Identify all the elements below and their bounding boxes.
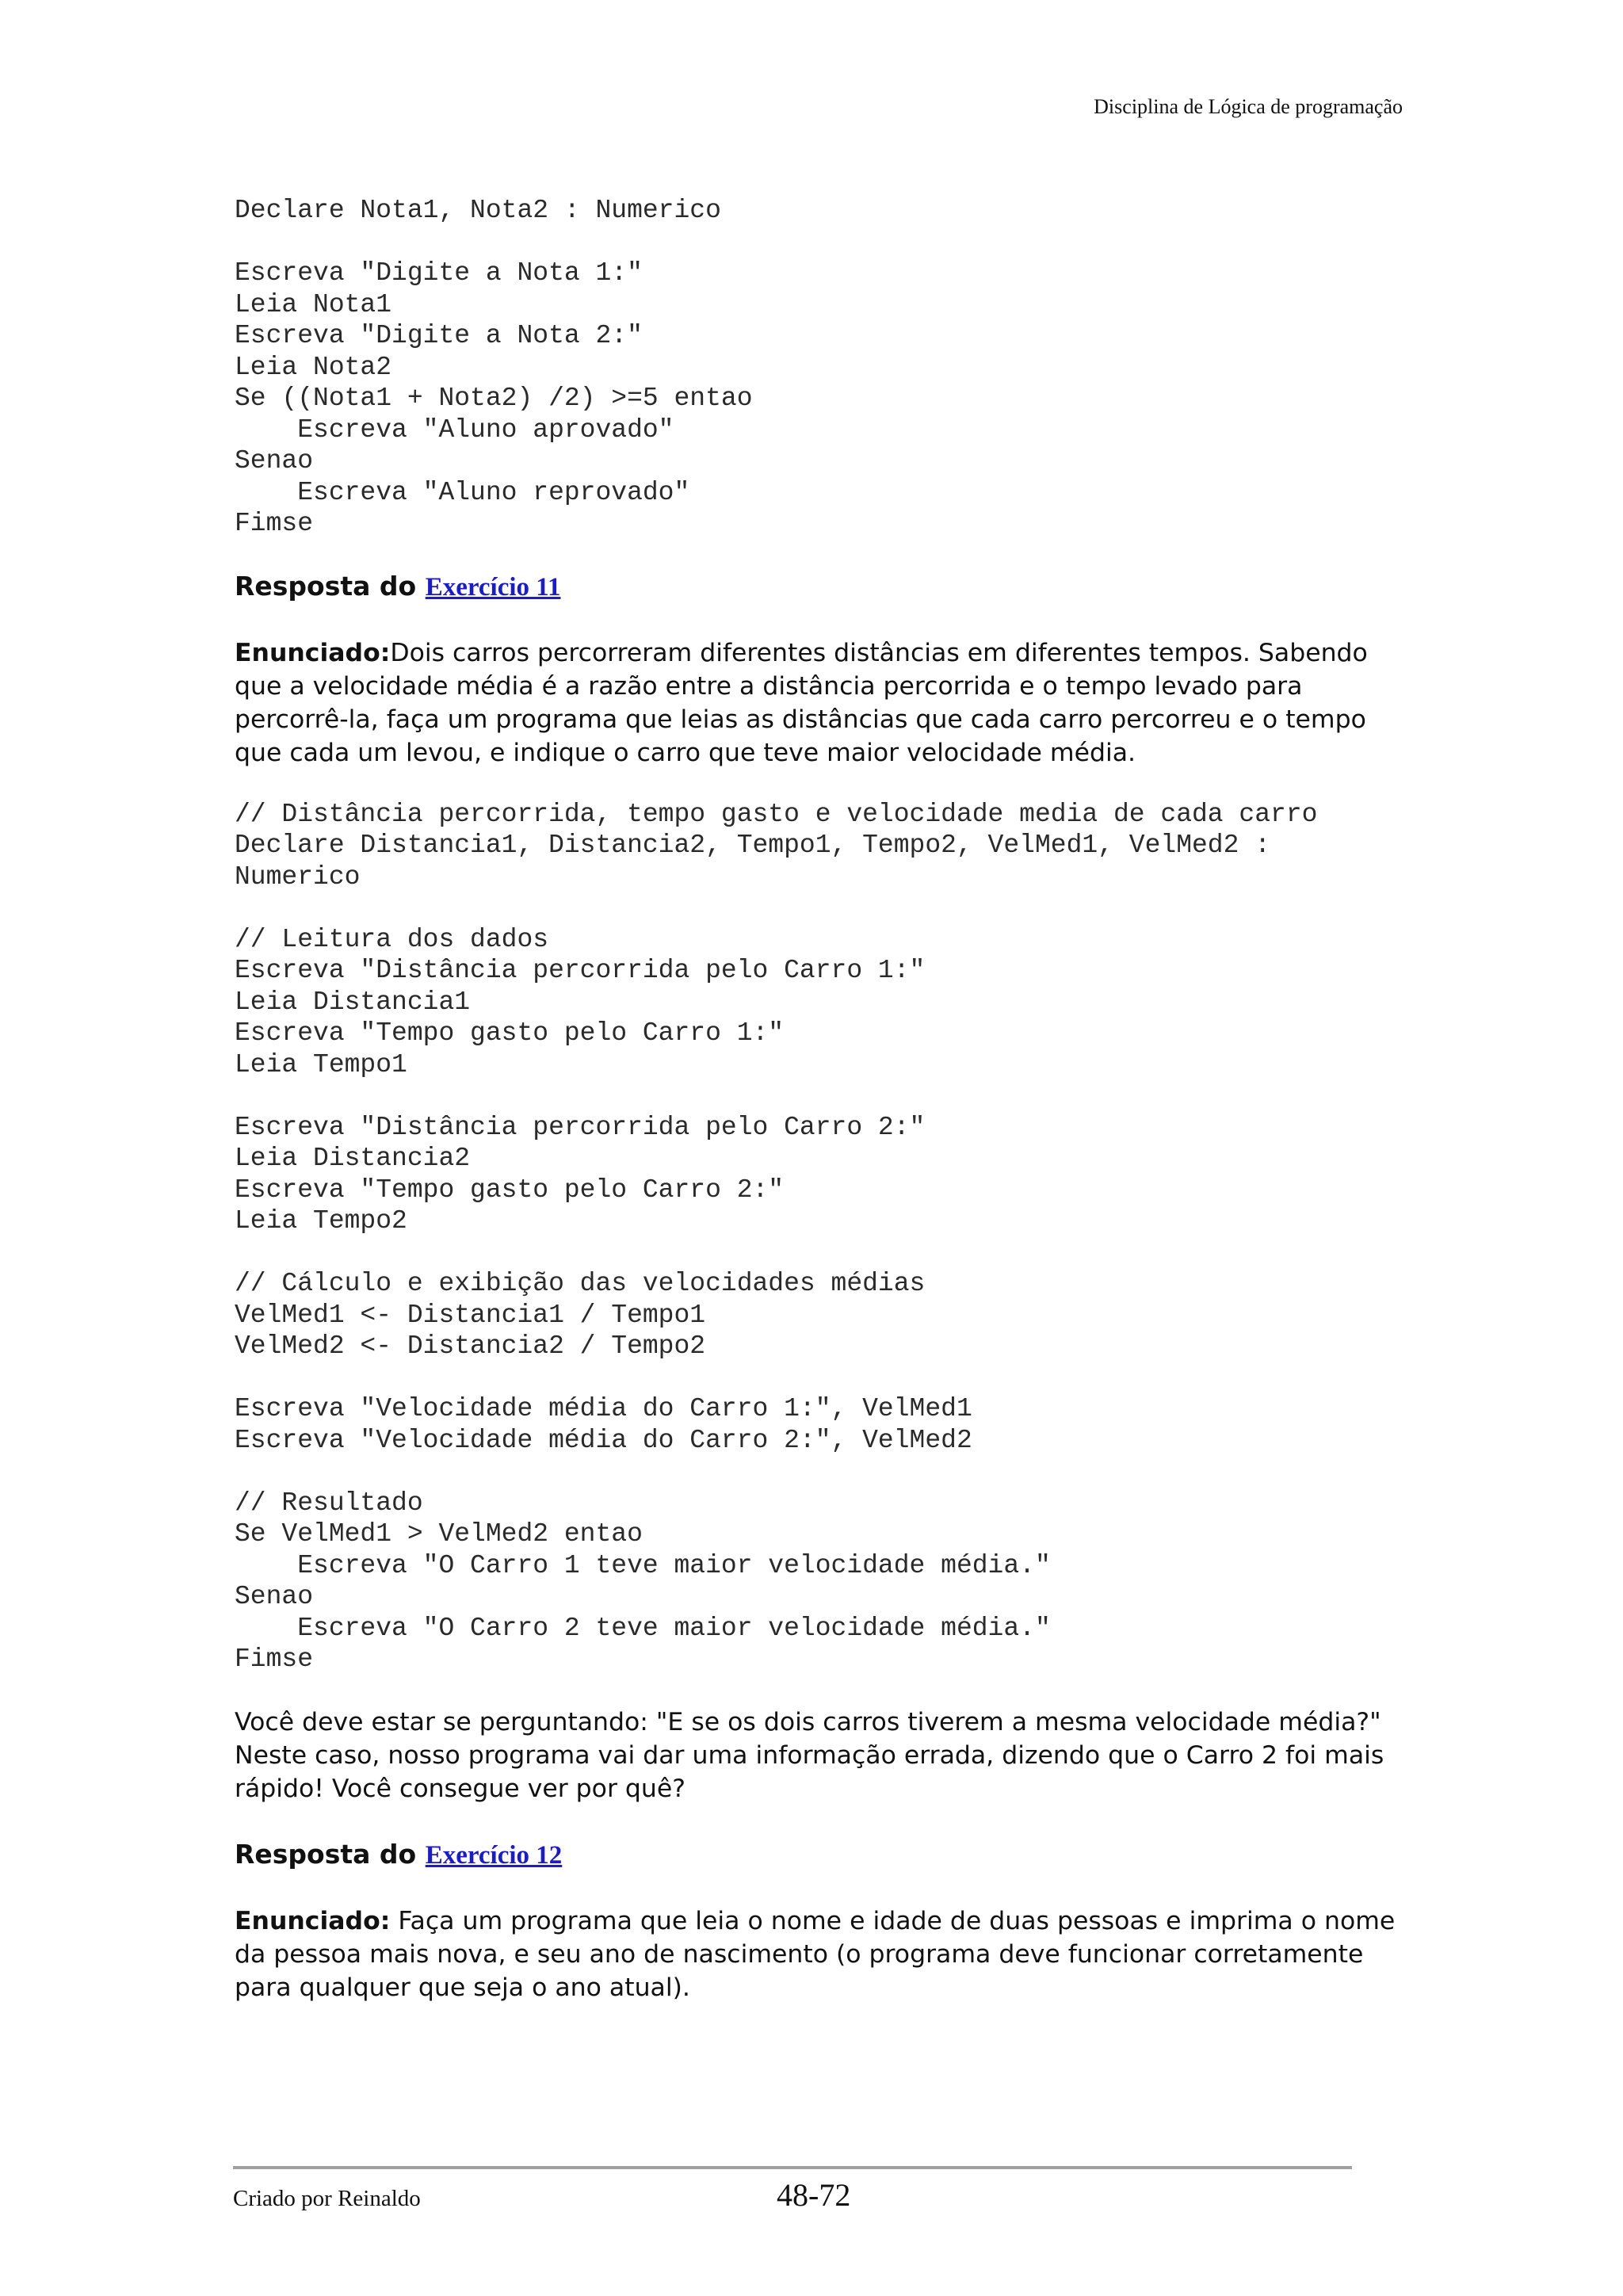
observacao-paragraph: Você deve estar se perguntando: "E se os dois carros tiverem a mesma velocidade média?" Neste caso, nosso programa vai dar uma informação errada, dizendo que o Carro 2 foi mais rápido! Você consegue ver por quê? [235,1707,1384,1803]
code-line: Leia Distancia2 [235,1144,471,1173]
code-line: Leia Tempo1 [235,1049,407,1079]
enunciado-text: Dois carros percorreram diferentes distâncias em diferentes tempos. Sabendo que a velocidade média é a razão entre a distância percorrida e o tempo levado para percorrê-la, faça um programa que leias as distâncias que cada carro percorreu e o tempo que cada um levou, e indique o carro que teve maior velocidade média. [235,638,1368,767]
resposta-heading-11 [235,569,1407,605]
code-line: Escreva "Tempo gasto pelo Carro 2:" [235,1175,785,1205]
code-line: Declare Nota1, Nota2 : Numerico [235,196,721,225]
code-line: Numerico [235,861,361,892]
code-line: Escreva "Distância percorrida pelo Carro 2:" [235,1112,926,1142]
exercicio-12-link[interactable]: Exercício 12 [425,1840,563,1870]
enunciado-12 [235,1904,1407,2004]
footer-divider [233,2166,1352,2169]
code-line: Leia Nota1 [235,289,392,319]
code-line: VelMed1 <- Distancia1 / Tempo1 [235,1300,706,1330]
code-line: Senao [235,1582,314,1611]
code-line: Fimse [235,509,314,538]
code-line [235,892,1407,924]
exercicio-11-link[interactable]: Exercício 11 [425,572,561,602]
code-block-notas [235,195,1407,540]
code-line: Escreva "O Carro 2 teve maior velocidade média." [235,1613,1051,1643]
code-line [235,1080,1407,1112]
resposta-lead: Resposta do [235,1838,426,1870]
code-line: Escreva "Aluno reprovado" [235,477,690,507]
code-line: Escreva "Velocidade média do Carro 1:", VelMed1 [235,1394,972,1423]
code-line: // Cálculo e exibição das velocidades médias [235,1269,926,1298]
enunciado-label: Enunciado: [235,638,391,667]
code-line: Declare Distancia1, Distancia2, Tempo1, Tempo2, VelMed1, VelMed2 : [235,831,1271,860]
code-line: // Resultado [235,1488,423,1518]
enunciado-text: Faça um programa que leia o nome e idade de duas pessoas e imprima o nome da pessoa mais nova, e seu ano de nascimento (o programa deve funcionar corretamente para qualquer que seja o ano atual). [235,1906,1396,2002]
code-line: // Distância percorrida, tempo gasto e velocidade media de cada carro [235,799,1318,829]
code-line: Se ((Nota1 + Nota2) /2) >=5 entao [235,384,753,413]
code-line [235,1456,1407,1488]
code-line: Escreva "Velocidade média do Carro 2:", VelMed2 [235,1425,972,1455]
code-line: Leia Tempo2 [235,1206,407,1236]
code-line: Fimse [235,1645,314,1674]
code-line [235,227,1407,258]
code-line: Leia Nota2 [235,352,392,382]
page-header: Disciplina de Lógica de programação [1094,95,1403,118]
code-line: Escreva "O Carro 1 teve maior velocidade média." [235,1550,1051,1580]
code-line: Escreva "Digite a Nota 2:" [235,321,643,350]
enunciado-label: Enunciado: [235,1906,391,1935]
resposta-heading-12 [235,1837,1407,1873]
enunciado-11 [235,636,1407,770]
page-content [235,195,1407,2004]
code-line: Escreva "Distância percorrida pelo Carro 1:" [235,956,926,985]
code-line: Escreva "Tempo gasto pelo Carro 1:" [235,1018,785,1048]
code-line [235,1362,1407,1394]
code-line: Leia Distancia1 [235,987,471,1017]
footer-page-number: 48-72 [777,2177,851,2213]
code-line: Se VelMed1 > VelMed2 entao [235,1519,643,1549]
code-line [235,1237,1407,1269]
code-block-velocidades [235,799,1407,1675]
code-line: Escreva "Aluno aprovado" [235,415,674,445]
code-line: Senao [235,446,314,476]
footer-author: Criado por Reinaldo [233,2186,421,2211]
code-line: // Leitura dos dados [235,924,549,954]
code-line: Escreva "Digite a Nota 1:" [235,258,643,288]
resposta-lead: Resposta do [235,570,426,602]
code-line: VelMed2 <- Distancia2 / Tempo2 [235,1331,706,1361]
